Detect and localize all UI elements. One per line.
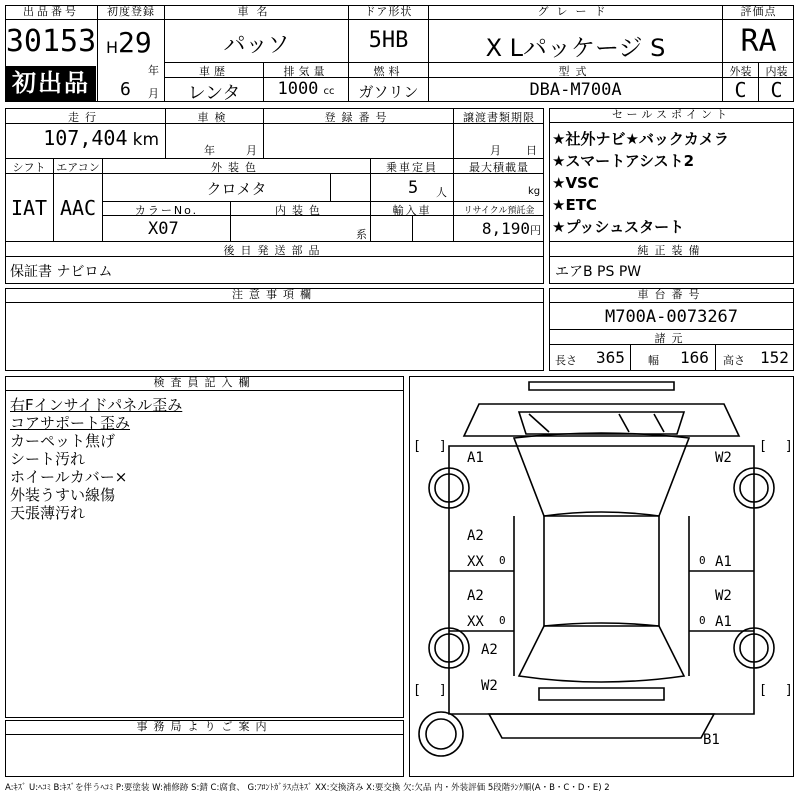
width-label: 幅 [648, 354, 659, 367]
chassis-number-label: 車台番号 [549, 288, 794, 303]
mark-rear-left-quarter: W2 [481, 678, 498, 694]
sales-point-2: ★スマートアシスト2 [552, 152, 695, 170]
recycle-fee-label: リサイクル預託金 [463, 206, 535, 216]
recycle-fee [454, 219, 544, 238]
height-label: 高さ [723, 354, 745, 367]
inspector-note-1: 右Fインサイドパネル歪み [10, 396, 183, 414]
shift: IAT [10, 196, 48, 220]
import-label: 輸入車 [392, 204, 432, 217]
model-label: 型式 [558, 65, 593, 78]
displacement-label: 排気量 [283, 65, 329, 78]
registration-year: 29 [118, 26, 152, 59]
width: 166 [680, 348, 709, 367]
fuel-label: 燃料 [373, 65, 404, 78]
door-type-label: ドア形状 [349, 5, 428, 20]
inspector-note-3: カーペット焦げ [10, 432, 116, 450]
lot-number: 30153 [5, 24, 97, 59]
inspector-note-5: ホイールカバー× [10, 468, 128, 486]
svg-text:[: [ [413, 439, 421, 454]
mileage-label: 走行 [68, 111, 102, 124]
car-name: パッソ [223, 33, 290, 58]
mark-rear-bumper: B1 [703, 732, 720, 748]
standard-equipment: エアB PS PW [555, 264, 642, 280]
rear-bumper-outline [539, 688, 664, 700]
mileage-value: 107,404 [43, 126, 128, 150]
year-unit: 年 [148, 64, 159, 77]
aircon: AAC [59, 196, 97, 220]
color-number-label: カラーNo. [134, 204, 199, 217]
inspector-label: 検査員記入欄 [5, 376, 404, 391]
office-label: 事務局よりご案内 [5, 720, 404, 735]
svg-text:[: [ [759, 683, 767, 698]
car-diagram-svg [409, 376, 794, 777]
color-number: X07 [148, 219, 179, 239]
load-unit: kg [528, 186, 541, 197]
displacement [264, 79, 348, 99]
svg-text:]: ] [439, 683, 447, 698]
door-type: 5HB [368, 28, 409, 53]
later-parts: 保証書 ナビロム [10, 264, 113, 280]
era: H [106, 38, 119, 57]
svg-text:[: [ [413, 683, 421, 698]
first-listing-badge: 初出品 [6, 66, 96, 101]
recycle-fee-value: 8,190 [481, 219, 530, 238]
roof-outline [544, 516, 659, 626]
mark-left-front-door-0: 0 [499, 554, 506, 567]
length: 365 [596, 348, 625, 367]
mileage-unit: km [132, 130, 159, 150]
sales-point-3: ★VSC [552, 174, 599, 192]
inspector-note-7: 天張薄汚れ [10, 504, 86, 522]
sales-point-1: ★社外ナビ★バックカメラ [552, 130, 729, 148]
standard-equipment-label: 純正装備 [637, 244, 706, 257]
displacement-value: 1000 [277, 79, 319, 99]
rear-window-outline [519, 623, 684, 682]
tailgate-outline [489, 714, 714, 738]
aircon-label: エアコン [56, 161, 100, 174]
mark-front-right: W2 [715, 450, 732, 466]
length-label: 長さ [555, 354, 577, 367]
sales-point-4: ★ETC [552, 196, 597, 214]
exterior-color: クロメタ [206, 180, 267, 198]
svg-text:]: ] [785, 683, 793, 698]
mileage [5, 126, 165, 150]
model: DBA-M700A [529, 80, 622, 100]
interior-label: 内装 [765, 65, 788, 78]
interior-grade: C [770, 78, 783, 102]
svg-text:]: ] [439, 439, 447, 454]
mark-right-front-door: A1 [715, 554, 732, 570]
transfer-day-unit: 日 [526, 144, 537, 157]
registration-month: 6 [120, 79, 131, 100]
max-load-label: 最大積載量 [469, 161, 529, 174]
legend: A:ｷｽﾞ U:ﾍｺﾐ B:ｷｽﾞを伴うﾍｺﾐ P:要塗装 W:補修跡 S:錆 C:腐食、 G:ﾌﾛﾝﾄｶﾞﾗｽ点ｷｽﾞ XX:交換済み X:要交換 欠:欠品 内・外装評価 5段階ﾗﾝｸ順(A・B・C・D・E) 2 [5, 783, 610, 793]
inspection-year-unit: 年 [204, 144, 215, 157]
grade-label: グレード [429, 5, 722, 20]
body-outline [449, 446, 754, 714]
mark-left-rear-door-xx: XX [467, 614, 484, 630]
capacity-unit: 人 [436, 186, 447, 199]
inspector-note-4: シート汚れ [10, 450, 86, 468]
exterior-grade: C [734, 78, 747, 102]
mark-right-front-door-0: 0 [699, 554, 706, 567]
shift-label: シフト [12, 161, 46, 174]
mark-right-rear-door-a1: A1 [715, 614, 732, 630]
car-name-label: 車名 [165, 5, 348, 20]
interior-color-unit: 系 [356, 228, 367, 241]
mark-right-rear-door-0: 0 [699, 614, 706, 627]
capacity: 5 [408, 178, 419, 198]
history: レンタ [187, 83, 241, 104]
month-unit: 月 [148, 87, 159, 100]
inspection-month-unit: 月 [246, 144, 257, 157]
chassis-number: M700A-0073267 [604, 307, 739, 327]
dimensions-label: 諸元 [654, 332, 689, 345]
first-registration-label: 初度登録 [98, 5, 164, 20]
transfer-month-unit: 月 [490, 144, 501, 157]
sales-point-5: ★プッシュスタート [552, 218, 685, 236]
hood-outline [464, 404, 739, 436]
displacement-unit: cc [323, 86, 335, 97]
recycle-fee-unit: 円 [530, 224, 541, 237]
exterior-label: 外装 [729, 65, 752, 78]
svg-text:[: [ [759, 439, 767, 454]
front-bumper-outline [529, 382, 674, 390]
mark-rear-left-fender: A2 [481, 642, 498, 658]
history-label: 車歴 [199, 65, 229, 78]
capacity-label: 乗車定員 [386, 161, 438, 174]
notes-label: 注意事項欄 [5, 288, 544, 303]
inspection-label: 車検 [197, 111, 232, 124]
lot-number-label: 出品番号 [5, 5, 97, 20]
mark-left-front-door-xx: XX [467, 554, 484, 570]
inspector-note-2: コアサポート歪み [10, 414, 131, 432]
mark-left-rear-door: A2 [467, 588, 484, 604]
score-label: 評価点 [723, 5, 794, 20]
sales-points-label: セールスポイント [549, 108, 794, 123]
score: RA [740, 24, 777, 59]
fuel: ガソリン [358, 83, 419, 101]
mark-right-rear-door: W2 [715, 588, 732, 604]
mark-front-left: A1 [467, 450, 484, 466]
inspector-note-6: 外装うすい線傷 [10, 486, 116, 504]
registration-number-label: 登録番号 [324, 111, 393, 124]
exterior-color-label: 外装色 [211, 161, 262, 174]
grade: X Lパッケージ S [485, 34, 666, 62]
mark-left-rear-door-0: 0 [499, 614, 506, 627]
height: 152 [760, 348, 789, 367]
svg-text:]: ] [785, 439, 793, 454]
interior-color-label: 内装色 [275, 204, 326, 217]
transfer-deadline-label: 譲渡書類期限 [463, 111, 535, 124]
mark-left-front-door: A2 [467, 528, 484, 544]
later-parts-label: 後日発送部品 [223, 244, 326, 257]
